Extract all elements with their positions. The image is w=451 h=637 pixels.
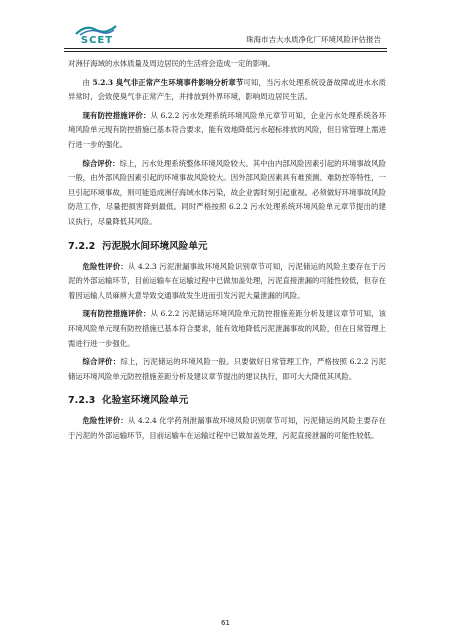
paragraph [68, 109, 386, 153]
scet-logo [66, 24, 128, 48]
paragraph-text: 从 6.2.2 污水处理系统环境风险单元章节可知，企业污水处理系统各环境风险单元现有防控措施已基本符合要求，能有效地降低污水超标排放的风险，但日常管理上需进行进一步的强化。 [68, 110, 386, 149]
paragraph-lead: 综合评价： [82, 357, 121, 367]
header-rule-thin [64, 51, 387, 52]
paragraph-text: 综上，污泥储运的环境风险一般。只要做好日常管理工作，严格按照 6.2.2 污泥储运环境风险单元防控措施差距分析及建议章节提出的建议执行，即可大大降低其风险。 [68, 357, 386, 381]
paragraph [68, 307, 386, 351]
header-rule [64, 48, 387, 49]
page-number: 61 [221, 619, 230, 627]
paragraph-text: 从 4.2.4 化学药剂泄漏事故环境风险识别章节可知，污泥储运的风险主要存在于污泥的外部运输环节，目前运输车在运输过程中已做加盖处理，污泥直接泄漏的可能性较低。 [68, 416, 386, 440]
paragraph-lead: 现有防控措施评价： [82, 110, 151, 120]
paragraph-lead: 危险性评价： [82, 261, 128, 271]
section-heading [68, 392, 386, 406]
paragraph [68, 260, 386, 304]
section-number: 7.2.3 [68, 395, 96, 407]
report-title: 珠海市吉大水质净化厂环境风险评估报告 [246, 35, 381, 44]
paragraph-text: 综上，污水处理系统整体环境风险较大。其中由内部风险因素引起的环境事故风险一般，由外部风险因素引起的环境事故风险较大。因外部风险因素具有难预测、难防控等特性，一旦引起环境事故，则可能造成洲仔海域水体污染，故企业需时刻引起重视。必须做好环境事故风险防范工作，尽量把损害降到最低。同时严格按照 6.2.2 污水处理系统环境风险单元章节提出的建议执行，尽量降低其风险。 [68, 158, 386, 226]
page-body [68, 57, 386, 447]
section-number: 7.2.2 [68, 240, 96, 252]
paragraph-lead: 5.2.3 臭气非正常产生环境事件影响分析章节 [92, 77, 244, 87]
paragraph-lead: 综合评价： [82, 158, 120, 168]
paragraph [68, 157, 386, 230]
section-title: 化验室环境风险单元 [102, 395, 189, 407]
paragraph-lead: 现有防控措施评价： [82, 309, 151, 319]
paragraph [68, 355, 386, 384]
logo-text: SCET [80, 35, 114, 46]
paragraph-text: 对洲仔海域的水体质量及周边居民的生活将会造成一定的影响。 [68, 59, 275, 68]
paragraph [68, 76, 386, 105]
paragraph-text: 可知，当污水处理系统设备故障或进水水质异常时，会致使臭气非正常产生，并排放到外界环境，影响周边居民生活。 [68, 77, 386, 102]
paragraph-lead: 危险性评价： [82, 416, 128, 426]
section-heading [68, 238, 386, 252]
paragraph-text: 从 4.2.3 污泥泄漏事故环境风险识别章节可知，污泥储运的风险主要存在于污泥的外部运输环节，目前运输车在运输过程中已做加盖处理，污泥直接泄漏的可能性较低，但存在着因运输人员麻痹大意导致交通事故发生进而引发污泥大量泄漏的风险。 [68, 261, 386, 300]
page-header [0, 0, 451, 52]
paragraph [68, 414, 386, 443]
paragraph-prefix: 由 [82, 77, 93, 87]
section-title: 污泥脱水间环境风险单元 [102, 240, 208, 252]
paragraph-text: 从 6.2.2 污泥储运环境风险单元防控措施差距分析及建议章节可知，该环境风险单元现有防控措施已基本符合要求，能有效地降低污泥泄漏事故的风险，但在日常管理上需进行进一步强化。 [68, 309, 386, 348]
paragraph [68, 57, 386, 72]
